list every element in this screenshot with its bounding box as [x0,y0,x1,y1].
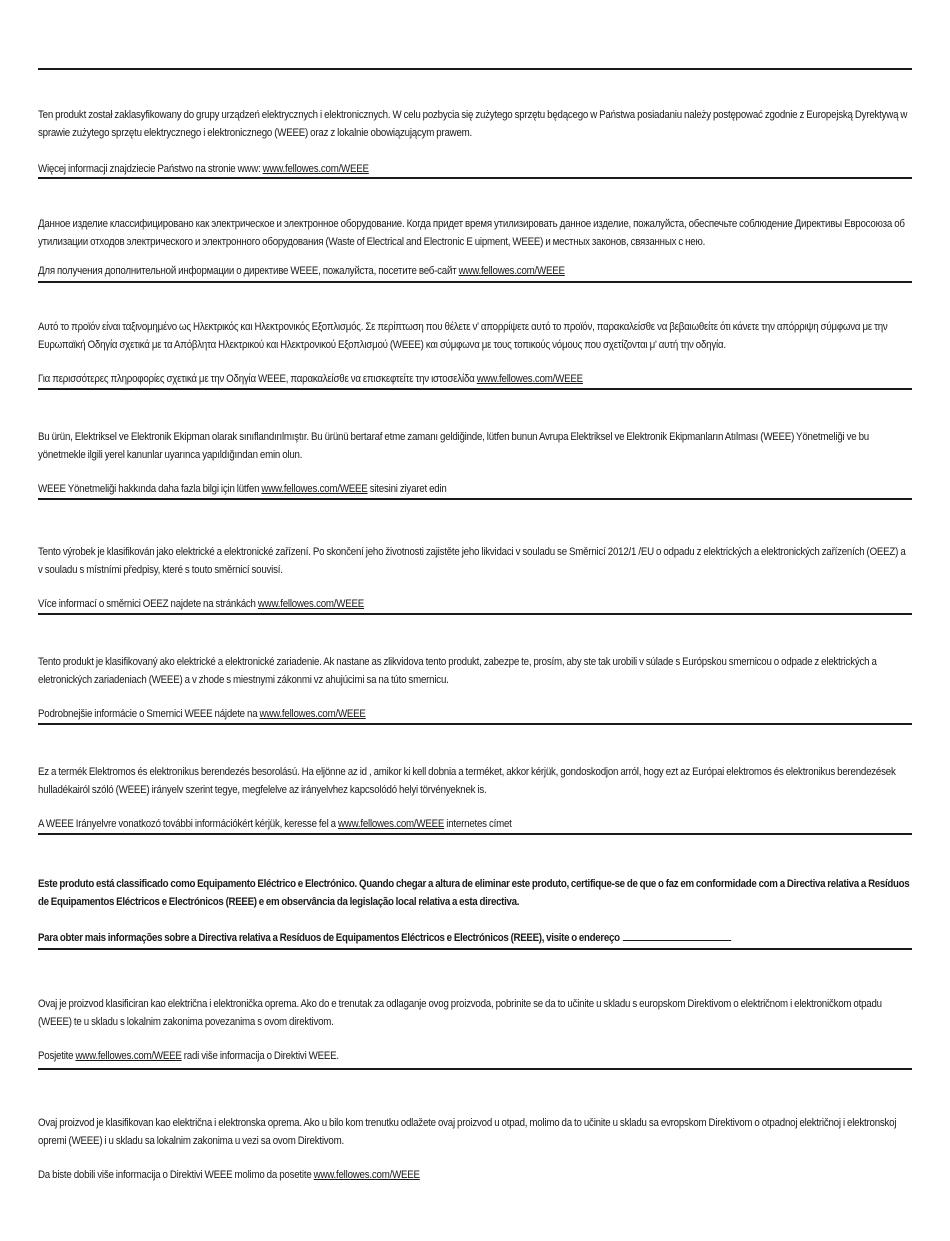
weee-link[interactable]: www.fellowes.com/WEEE [476,373,583,385]
section-text: Ovaj proizvod je klasifikovan kao električna i elektronska oprema. Ako u bilo kom trenutku odlažete ovaj proizvod u otpad, molimo da to učinite u skladu sa evropskom Direktivom o otpadnoj električnoj i elektronskoj opremi (WEEE) i u skladu sa lokalnim zakonima u vezi sa ovom Direktivom. [38,1117,897,1147]
section-text: Ten produkt został zaklasyfikowany do grupy urządzeń elektrycznych i elektronicznych. W celu pozbycia się zużytego sprzętu będącego w Państwa posiadaniu należy postępować zgodnie z Europejską Dyrektywą w sprawie zużytego sprzętu elektrycznego i elektronicznego (WEEE) oraz z lokalnie obowiązującym prawem. [38,109,908,139]
more-info-line [38,1048,339,1064]
section-text: Tento produkt je klasifikovaný ako elektrické a elektronické zariadenie. Ak nastane as zlikvidova tento produkt, zabezpe te, prosím, aby ste tak urobili v súlade s Európskou smernicou o odpade z elektrických a eletronických zariadeniach (WEEE) a v zhode s miestnymi zákonmi vz ahujúcimi sa na túto smernicu. [38,656,877,686]
section-text: Tento výrobek je klasifikován jako elektrické a elektronické zařízení. Po skončení jeho životnosti zajistěte jeho likvidaci v souladu se Směrnicí 2012/1 /EU o odpadu z elektrických a elektronických zařízeních (OEEZ) a v souladu s místními předpisy, které s touto směrnicí souvisí. [38,546,906,576]
section-serbian [38,1114,912,1181]
more-info-line [38,929,732,946]
weee-link[interactable]: www.fellowes.com/WEEE [313,1169,420,1181]
more-info-text: Posjetite [38,1050,76,1062]
section-text: Ovaj je proizvod klasificiran kao električna i elektronička oprema. Ako do e trenutak za odlaganje ovog proizvoda, pobrinite se da to učinite u skladu s europskom Direktivom o električnom i elektroničkom otpadu (WEEE) te u skladu s lokalnim zakonima povezanima s ovom direktivom. [38,998,882,1028]
section-divider [38,388,912,390]
more-info-suffix: internetes címet [444,818,512,830]
weee-link[interactable]: www.fellowes.com/WEEE [259,708,366,720]
section-divider [38,498,912,500]
section-greek [38,318,912,385]
section-divider [38,948,912,950]
more-info-text: Για περισσότερες πληροφορίες σχετικά με την Οδηγία WEEE, παρακαλείσθε να επισκεφτείτε την ιστοσελίδα [38,373,477,385]
section-divider [38,281,912,283]
section-czech [38,543,912,610]
section-text: Bu ürün, Elektriksel ve Elektronik Ekipman olarak sınıflandırılmıştır. Bu ürünü bertaraf etme zamanı geldiğinde, lütfen bunun Avrupa Elektriksel ve Elektronik Ekipmanların Atılması (WEEE) Yönetmeliği ve bu yönetmekle ilgili yerel kanunlar uyarınca yapıldığından emin olun. [38,431,869,461]
section-text: Αυτό το προϊόν είναι ταξινομημένο ως Ηλεκτρικός και Ηλεκτρονικός Εξοπλισμός. Σε περίπτωση που θέλετε ν' απορρίψετε αυτό το προϊόν, παρακαλείσθε να βεβαιωθείτε ότι κάνετε την απόρριψη σύμφωνα με την Ευρωπαϊκή Οδηγία σχετικά με τα Απόβλητα Ηλεκτρικού και Ηλεκτρονικού Εξοπλισμού (WEEE) και σύμφωνα με τους τοπικούς νόμους που σχετίζονται μ' αυτή την οδηγία. [38,321,888,351]
more-info-line [38,263,565,279]
section-text: Ez a termék Elektromos és elektronikus berendezés besorolású. Ha eljönne az id , amikor ki kell dobnia a terméket, akkor kérjük, gondoskodjon arról, hogy ezt az Európai elektromos és elektronikus berendezések hulladékairól szóló (WEEE) irányelv szerint tegye, megfelelve az irányelvhez kapcsolódó helyi törvényeknek is. [38,766,896,796]
blank-address-line [623,929,731,941]
more-info-suffix: radi više informacija o Direktivi WEEE. [181,1050,339,1062]
weee-link[interactable]: www.fellowes.com/WEEE [261,483,368,495]
section-turkish [38,428,912,495]
section-divider [38,177,912,179]
weee-link[interactable]: www.fellowes.com/WEEE [458,265,565,277]
top-divider [38,68,912,70]
more-info-line [38,706,366,722]
more-info-text: Podrobnejšie informácie o Smernici WEEE nájdete na [38,708,260,720]
more-info-text: Para obter mais informações sobre a Directiva relativa a Resíduos de Equipamentos Eléctricos e Electrónicos (REEE), visite o endereço [38,932,620,944]
weee-link[interactable]: www.fellowes.com/WEEE [337,818,445,830]
more-info-text: Více informací o směrnici OEEZ najdete na stránkách [38,598,258,610]
more-info-line [38,481,447,497]
section-russian [38,215,912,277]
section-polish [38,106,912,175]
weee-link[interactable]: www.fellowes.com/WEEE [262,163,369,175]
weee-link[interactable]: www.fellowes.com/WEEE [75,1050,182,1062]
section-hungarian [38,763,912,830]
more-info-line [38,371,583,387]
more-info-text: A WEEE Irányelvre vonatkozó további információkért kérjük, keresse fel a [38,818,338,830]
weee-link[interactable]: www.fellowes.com/WEEE [257,598,365,610]
section-portuguese [38,875,912,944]
section-text: Данное изделие классифицировано как электрическое и электронное оборудование. Когда придет время утилизировать данное изделие, пожалуйста, обеспечьте соблюдение Директивы Евросоюза об утилизации отходов электрического и электронного оборудования (Waste of Electrical and Electronic E uipment, WEEE) и местных законов, связанных с нею. [38,218,905,248]
more-info-text: Da biste dobili više informacija o Direktivi WEEE molimo da posetite [38,1169,314,1181]
more-info-line [38,1167,420,1183]
section-divider [38,613,912,615]
more-info-text: Для получения дополнительной информации о директиве WEEE, пожалуйста, посетите веб-сайт [38,265,459,277]
section-text: Este produto está classificado como Equipamento Eléctrico e Electrónico. Quando chegar a altura de eliminar este produto, certifique-se de que o faz em conformidade com a Directiva relativa a Resíduos de Equipamentos Eléctricos e Electrónicos (REEE) e em observância da legislação local relativa a esta directiva. [38,878,910,908]
section-slovak [38,653,912,720]
more-info-line [38,161,369,177]
more-info-line [38,816,512,832]
more-info-text: WEEE Yönetmeliği hakkında daha fazla bilgi için lütfen [38,483,262,495]
section-divider [38,833,912,835]
section-divider [38,1068,912,1070]
section-divider [38,723,912,725]
more-info-suffix: sitesini ziyaret edin [367,483,447,495]
more-info-line [38,596,364,612]
section-croatian [38,995,912,1062]
more-info-text: Więcej informacji znajdziecie Państwo na stronie www: [38,163,263,175]
